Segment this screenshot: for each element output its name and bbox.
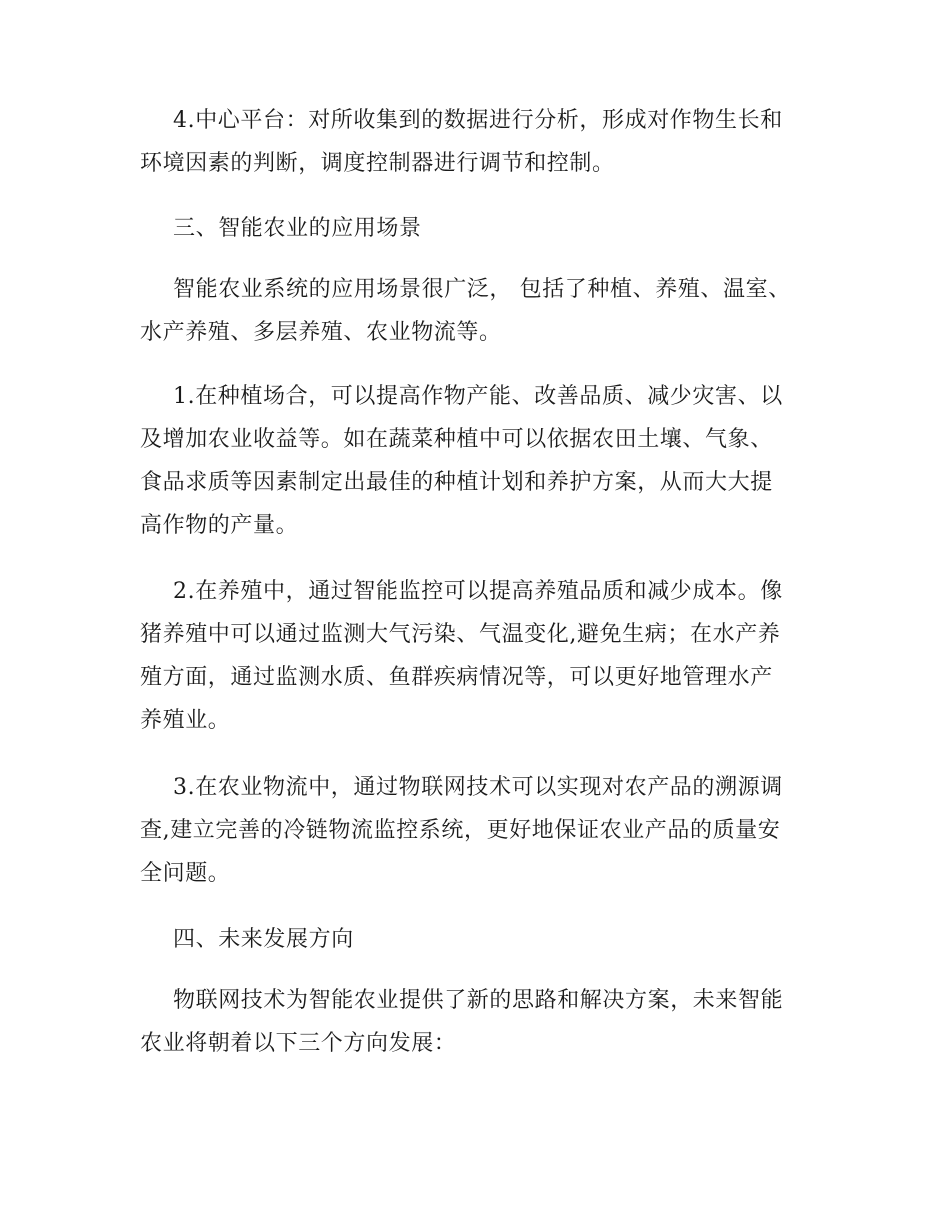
heading-text: 三、智能农业的应用场景 xyxy=(173,216,422,241)
paragraph-planting xyxy=(140,375,810,547)
text-line: 智能农业系统的应用场景很广泛， 包括了种植、养殖、温室、 xyxy=(173,277,791,302)
section-heading-4 xyxy=(140,918,810,961)
text-line: 殖方面，通过监测水质、鱼群疾病情况等，可以更好地管理水产 xyxy=(140,665,773,690)
section-heading-3 xyxy=(140,207,810,250)
text-line: 3.在农业物流中，通过物联网技术可以实现对农产品的溯源调 xyxy=(173,775,783,800)
text-line: 物联网技术为智能农业提供了新的思路和解决方案，未来智能 xyxy=(173,988,784,1013)
heading-text: 四、未来发展方向 xyxy=(173,927,354,952)
text-line: 环境因素的判断，调度控制器进行调节和控制。 xyxy=(140,151,615,176)
text-line: 2.在养殖中，通过智能监控可以提高养殖品质和减少成本。像 xyxy=(173,579,783,604)
paragraph-logistics xyxy=(140,766,810,895)
text-line: 1.在种植场合，可以提高作物产能、改善品质、减少灾害、以 xyxy=(173,384,783,409)
text-line: 查,建立完善的冷链物流监控系统，更好地保证农业产品的质量安 xyxy=(140,818,781,843)
text-line: 水产养殖、多层养殖、农业物流等。 xyxy=(140,320,502,345)
text-line: 高作物的产量。 xyxy=(140,513,299,538)
text-line: 及增加农业收益等。如在蔬菜种植中可以依据农田土壤、气象、 xyxy=(140,427,773,452)
paragraph-future-intro xyxy=(140,979,810,1065)
paragraph-center-platform xyxy=(140,99,810,185)
text-line: 食品求质等因素制定出最佳的种植计划和养护方案，从而大大提 xyxy=(140,470,773,495)
text-line: 农业将朝着以下三个方向发展： xyxy=(140,1031,457,1056)
paragraph-breeding xyxy=(140,570,810,742)
text-line: 猪养殖中可以通过监测大气污染、气温变化,避免生病；在水产养 xyxy=(140,622,781,647)
paragraph-scenarios-intro xyxy=(140,268,810,354)
text-line: 4.中心平台：对所收集到的数据进行分析，形成对作物生长和 xyxy=(173,108,783,133)
text-line: 全问题。 xyxy=(140,861,231,886)
text-line: 养殖业。 xyxy=(140,708,231,733)
